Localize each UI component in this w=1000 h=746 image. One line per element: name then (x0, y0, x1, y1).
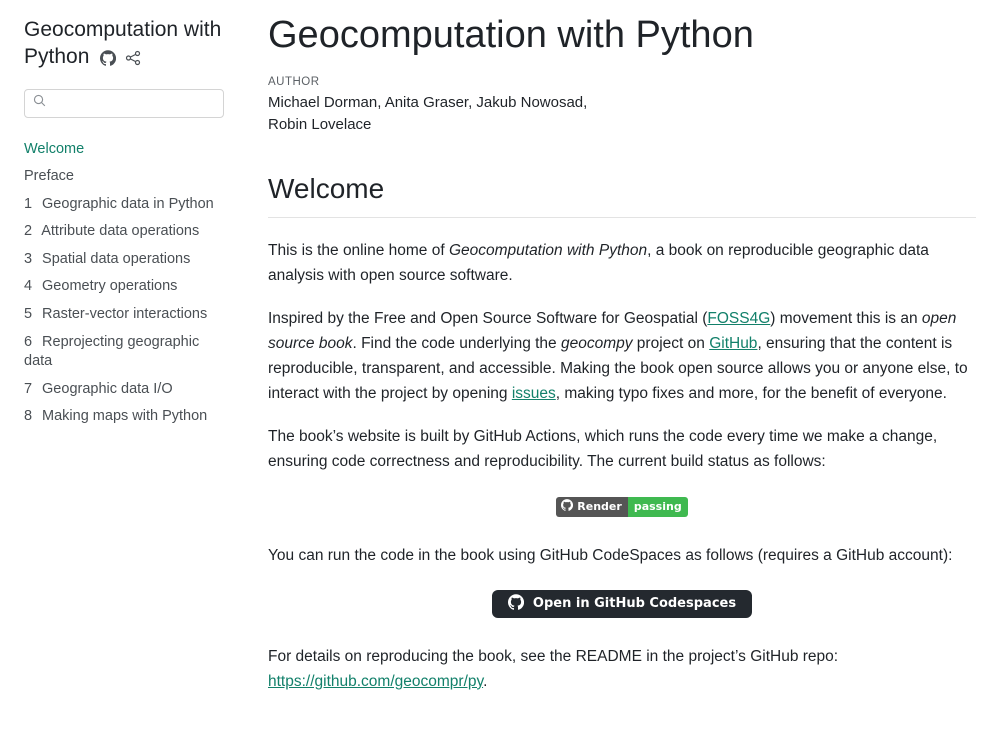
link-issues[interactable]: issues (511, 385, 556, 403)
text-fragment: , ensuring that the content is reproducible, transparent, and accessible. Making the book open source allows you or anyone else, to interact with the project by opening (268, 335, 968, 403)
sidebar-item-attribute-data-operations[interactable] (24, 222, 224, 242)
badge-right-label: passing (628, 497, 688, 517)
link-foss4g[interactable]: FOSS4G (707, 309, 771, 327)
text-fragment: project on (632, 335, 710, 353)
page-title: Geocomputation with Python (268, 14, 754, 56)
open-in-codespaces-button[interactable] (492, 590, 752, 618)
sidebar-item-number: 8 (24, 408, 33, 425)
share-icon[interactable] (125, 50, 141, 66)
sidebar-item-number: 7 (24, 380, 33, 397)
search-box[interactable] (24, 89, 224, 118)
github-icon (508, 594, 524, 614)
link-github[interactable]: GitHub (709, 335, 758, 353)
sidebar-item-spatial-data-operations[interactable] (24, 250, 224, 270)
sidebar-item-making-maps-with-python[interactable] (24, 407, 224, 427)
text-fragment: . (483, 672, 488, 690)
text-fragment: , making typo fixes and more, for the benefit of everyone. (555, 385, 947, 403)
emphasis-geocompy: geocompy (560, 335, 633, 353)
github-icon (561, 499, 573, 514)
heading-divider (268, 217, 976, 218)
sidebar-nav (24, 140, 224, 427)
text-fragment: Inspired by the Free and Open Source Software for Geospatial ( (268, 309, 708, 327)
sidebar-item-reprojecting-geographic-data[interactable] (24, 333, 224, 372)
sidebar-item-welcome[interactable] (24, 140, 224, 160)
author-names: Michael Dorman, Anita Graser, Jakub Nowosad, Robin Lovelace (268, 93, 588, 134)
text-fragment: This is the online home of (268, 241, 449, 259)
link-repo-url[interactable]: https://github.com/geocompr/py (268, 672, 484, 690)
status-badge[interactable] (556, 497, 687, 517)
paragraph-intro (268, 238, 976, 288)
sidebar-item-geographic-data-in-python[interactable] (24, 195, 224, 215)
sidebar-item-number: 6 (24, 333, 33, 350)
section-heading: Welcome (268, 172, 385, 204)
badge-left-label: Render (577, 500, 622, 514)
sidebar-item-label: Reprojecting geographic data (24, 333, 200, 370)
search-input[interactable] (52, 95, 215, 111)
sidebar-item-label: Raster-vector interactions (42, 305, 208, 322)
sidebar-item-geometry-operations[interactable] (24, 277, 224, 297)
codespaces-button-label: Open in GitHub Codespaces (532, 596, 737, 612)
title-icon-group (100, 50, 141, 66)
sidebar-item-label: Geographic data I/O (42, 380, 173, 397)
main-content (248, 0, 1000, 746)
paragraph-open-source (268, 306, 976, 406)
sidebar-item-label: Spatial data operations (42, 250, 191, 267)
sidebar-item-number: 1 (24, 195, 33, 212)
sidebar-item-label: Making maps with Python (42, 408, 208, 425)
badge-left (556, 497, 628, 517)
sidebar-item-preface[interactable] (24, 167, 224, 187)
paragraph-readme (268, 644, 976, 694)
sidebar-item-raster-vector-interactions[interactable] (24, 305, 224, 325)
sidebar-item-label: Preface (24, 168, 74, 185)
sidebar-item-number: 2 (24, 223, 33, 240)
sidebar-item-number: 4 (24, 278, 33, 295)
search-icon (33, 94, 46, 112)
text-fragment: ) movement this is an (770, 309, 922, 327)
cta-row (268, 590, 976, 618)
sidebar-item-number: 3 (24, 250, 33, 267)
site-title: Geocomputation with Python (24, 18, 222, 69)
text-fragment: , a book on reproducible geographic data analysis with open source software. (268, 241, 929, 284)
paragraph-codespaces: You can run the code in the book using GitHub CodeSpaces as follows (requires a GitHub account): (268, 546, 953, 564)
sidebar-item-label: Geographic data in Python (42, 195, 214, 212)
sidebar-item-label: Geometry operations (42, 278, 178, 295)
github-icon[interactable] (100, 50, 116, 66)
badge-row (268, 497, 976, 517)
sidebar (0, 0, 248, 746)
text-fragment: For details on reproducing the book, see the README in the project’s GitHub repo: (268, 647, 839, 665)
paragraph-build-status: The book’s website is built by GitHub Actions, which runs the code every time we make a change, ensuring code correctness and reproducibility. The current build status as follows: (268, 428, 938, 471)
book-title-emphasis: Geocomputation with Python (448, 241, 648, 259)
text-fragment: . Find the code underlying the (352, 335, 561, 353)
site-title-row (24, 16, 224, 71)
sidebar-item-label: Welcome (24, 140, 85, 157)
emphasis-open-source-book: open source book (268, 309, 957, 353)
author-label: AUTHOR (268, 75, 320, 88)
sidebar-item-label: Attribute data operations (41, 223, 200, 240)
sidebar-item-number: 5 (24, 305, 33, 322)
sidebar-item-geographic-data-io[interactable] (24, 380, 224, 400)
